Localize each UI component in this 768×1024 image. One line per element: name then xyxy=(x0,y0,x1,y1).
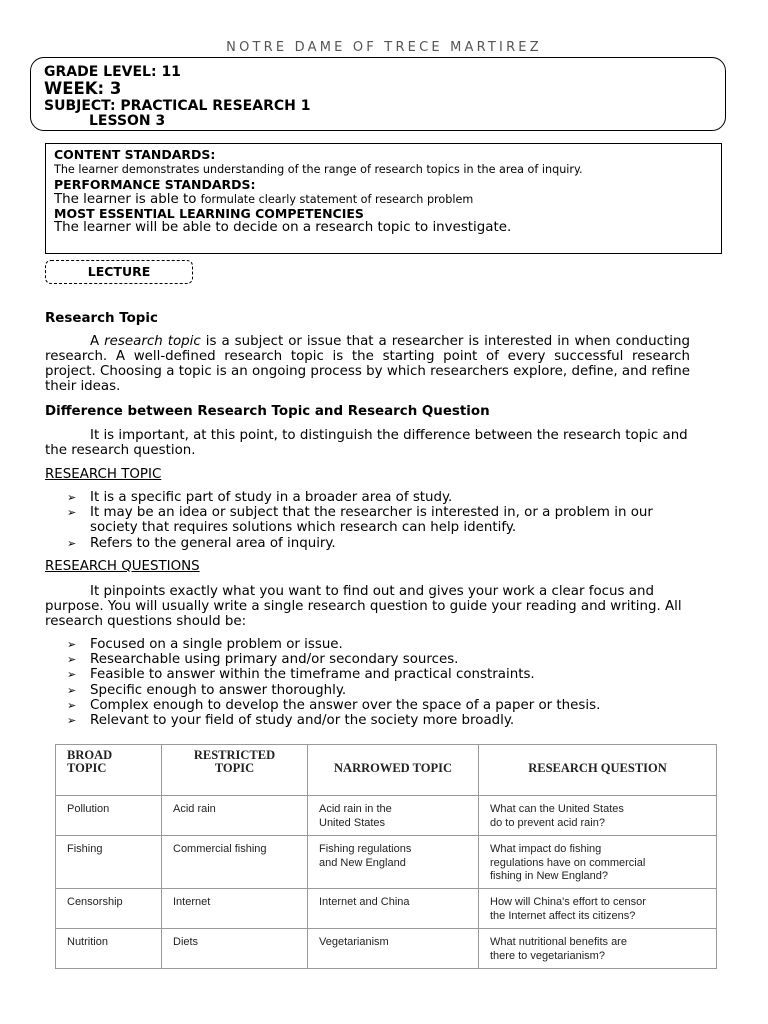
research-topic-term: research topic xyxy=(104,334,201,349)
performance-standards-text xyxy=(54,192,473,207)
arrow-bullet-icon: ➢ xyxy=(67,506,77,520)
arrow-bullet-icon: ➢ xyxy=(67,683,77,697)
subject: SUBJECT: PRACTICAL RESEARCH 1 xyxy=(44,98,311,114)
table-cell: Fishing xyxy=(56,836,162,889)
list-item: ➢ It is a specific part of study in a broader area of study. xyxy=(67,490,453,505)
arrow-bullet-icon: ➢ xyxy=(67,536,77,550)
header-research-question: RESEARCH QUESTION xyxy=(479,745,717,796)
arrow-bullet-icon: ➢ xyxy=(67,491,77,504)
grade-level: GRADE LEVEL: 11 xyxy=(44,64,181,80)
table-cell: Internet and China xyxy=(308,889,479,929)
table-cell: Diets xyxy=(162,929,308,969)
table-row xyxy=(56,836,717,889)
table-cell: Pollution xyxy=(56,796,162,836)
table-cell: Acid rain xyxy=(162,796,308,836)
performance-text-start: The learner is able to xyxy=(54,192,201,207)
research-questions-paragraph: It pinpoints exactly what you want to find out and gives your work a clear focus and purpose. You will usually write a single research question to guide your reading and writing. All research questions should be: xyxy=(45,584,682,629)
arrow-bullet-icon: ➢ xyxy=(67,714,77,728)
standards-box xyxy=(45,143,722,254)
arrow-bullet-icon: ➢ xyxy=(67,638,77,651)
table-row xyxy=(56,796,717,836)
table-cell: Vegetarianism xyxy=(308,929,479,969)
table-cell: How will China's effort to censor the Internet affect its citizens? xyxy=(479,889,717,929)
performance-standards-label: PERFORMANCE STANDARDS: xyxy=(54,177,256,192)
header-broad-topic: BROAD TOPIC xyxy=(56,745,162,796)
lesson-header-box xyxy=(30,57,726,131)
list-item: ➢ Complex enough to develop the answer over the space of a paper or thesis. xyxy=(67,697,601,713)
header-restricted-topic: RESTRICTED TOPIC xyxy=(162,745,308,796)
table-cell: What impact do fishing regulations have on commercial fishing in New England? xyxy=(479,836,717,889)
research-questions-label: RESEARCH QUESTIONS xyxy=(45,559,200,574)
table-cell: Nutrition xyxy=(56,929,162,969)
list-item: ➢ Refers to the general area of inquiry. xyxy=(67,535,336,551)
school-name: NOTRE DAME OF TRECE MARTIREZ xyxy=(226,40,542,55)
list-item: ➢ Feasible to answer within the timeframe and practical constraints. xyxy=(67,667,535,683)
list-item: ➢ Researchable using primary and/or secondary sources. xyxy=(67,652,459,668)
header-narrowed-topic: NARROWED TOPIC xyxy=(308,745,479,796)
list-item: ➢ Relevant to your field of study and/or the society more broadly. xyxy=(67,713,515,729)
content-standards-text: The learner demonstrates understanding of the range of research topics in the area of inquiry. xyxy=(54,163,583,176)
table-cell: Acid rain in the United States xyxy=(308,796,479,836)
topic-examples-table xyxy=(55,744,717,969)
table-cell: Censorship xyxy=(56,889,162,929)
research-topic-paragraph: A research topic is a subject or issue that a researcher is interested in when conducting research. A well-defined research topic is the starting point of every successful research project. Choosing a topic is an ongoing process by which researchers explore, define, and refine their ideas. xyxy=(45,334,690,394)
table-row xyxy=(56,929,717,969)
difference-heading: Difference between Research Topic and Research Question xyxy=(45,404,490,419)
competency-label: MOST ESSENTIAL LEARNING COMPETENCIES xyxy=(54,206,364,221)
table-cell: Commercial fishing xyxy=(162,836,308,889)
week: WEEK: 3 xyxy=(44,79,122,98)
arrow-bullet-icon: ➢ xyxy=(67,653,77,667)
table-cell: What nutritional benefits are there to vegetarianism? xyxy=(479,929,717,969)
table-cell: Internet xyxy=(162,889,308,929)
arrow-bullet-icon: ➢ xyxy=(67,698,77,712)
lesson: LESSON 3 xyxy=(89,113,166,129)
table-row xyxy=(56,889,717,929)
research-topic-list xyxy=(45,490,690,551)
list-item: ➢ Specific enough to answer thoroughly. xyxy=(67,682,347,698)
performance-text-end: formulate clearly statement of research problem xyxy=(200,193,474,206)
research-topic-label: RESEARCH TOPIC xyxy=(45,467,162,482)
competency-text: The learner will be able to decide on a research topic to investigate. xyxy=(54,220,512,235)
list-item: ➢ It may be an idea or subject that the researcher is interested in, or a problem in our society that requires solutions which research can help identify. xyxy=(67,505,653,536)
lecture-label: LECTURE xyxy=(45,260,193,284)
content-standards-label: CONTENT STANDARDS: xyxy=(54,147,216,162)
research-topic-heading: Research Topic xyxy=(45,311,158,326)
difference-paragraph: It is important, at this point, to distinguish the difference between the research topic and the research question. xyxy=(45,428,688,458)
table-header-row xyxy=(56,745,717,796)
list-item: ➢ Focused on a single problem or issue. xyxy=(67,637,343,652)
arrow-bullet-icon: ➢ xyxy=(67,668,77,682)
table-cell: What can the United States do to prevent acid rain? xyxy=(479,796,717,836)
table-cell: Fishing regulations and New England xyxy=(308,836,479,889)
research-questions-list xyxy=(45,637,690,728)
